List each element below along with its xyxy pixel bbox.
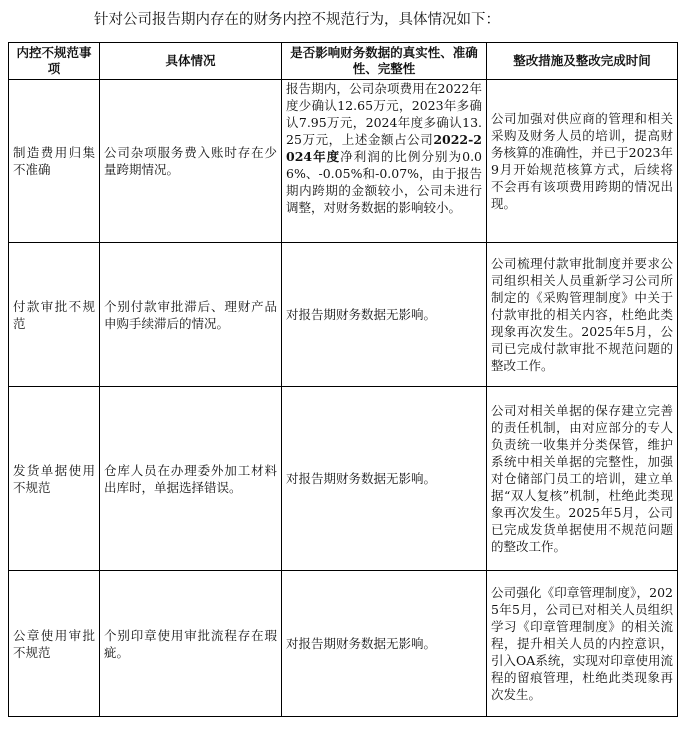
- impact-text-a: 报告期内，公司杂项费用在2022年度少确认12.65万元，2023年多确认7.95万元，2024年度多确认13.25万元，上述金额占公司: [286, 81, 482, 147]
- table-row: [9, 243, 678, 387]
- cell-situation: 个别付款审批滞后、理财产品申购手续滞后的情况。: [100, 243, 282, 387]
- header-measures: 整改措施及整改完成时间: [487, 43, 678, 80]
- cell-situation: 公司杂项服务费入账时存在少量跨期情况。: [100, 80, 282, 243]
- cell-measures: 公司强化《印章管理制度》，2025年5月，公司已对相关人员组织学习《印章管理制度》的相关流程，提升相关人员的内控意识，引入OA系统，实现对印章使用流程的留痕管理，杜绝此类现象再次发生。: [487, 571, 678, 717]
- cell-impact: 对报告期财务数据无影响。: [282, 571, 487, 717]
- cell-situation: 个别印章使用审批流程存在瑕疵。: [100, 571, 282, 717]
- impact-text-bold: 2022-2024年度: [286, 132, 482, 164]
- header-impact: 是否影响财务数据的真实性、准确性、完整性: [282, 43, 487, 80]
- cell-measures: 公司加强对供应商的管理和相关采购及财务人员的培训，提高财务核算的准确性，并已于2023年9月开始规范核算方式，后续将不会再有该项费用跨期的情况出现。: [487, 80, 678, 243]
- header-situation: 具体情况: [100, 43, 282, 80]
- table-row: [9, 80, 678, 243]
- impact-text-b: 净利润的比例分别为0.06%、-0.05%和-0.07%，由于报告期内跨期的金额较小，公司未进行调整，对财务数据的影响较小。: [286, 149, 483, 215]
- header-item: 内控不规范事项: [9, 43, 100, 80]
- cell-impact: 对报告期财务数据无影响。: [282, 243, 487, 387]
- cell-item: 付款审批不规范: [9, 243, 100, 387]
- table-row: [9, 571, 678, 717]
- cell-item: 发货单据使用不规范: [9, 387, 100, 571]
- cell-impact: 对报告期财务数据无影响。: [282, 387, 487, 571]
- cell-item: 公章使用审批不规范: [9, 571, 100, 717]
- cell-measures: 公司梳理付款审批制度并要求公司组织相关人员重新学习公司所制定的《采购管理制度》中关于付款审批的相关内容，杜绝此类现象再次发生。2025年5月，公司已完成付款审批不规范问题的整改工作。: [487, 243, 678, 387]
- internal-control-table: [8, 42, 678, 717]
- cell-impact: [282, 80, 487, 243]
- intro-text: 针对公司报告期内存在的财务内控不规范行为，具体情况如下：: [94, 12, 500, 28]
- table-header-row: [9, 43, 678, 80]
- table-row: [9, 387, 678, 571]
- cell-situation: 仓库人员在办理委外加工材料出库时，单据选择错误。: [100, 387, 282, 571]
- cell-item: 制造费用归集不准确: [9, 80, 100, 243]
- cell-measures: 公司对相关单据的保存建立完善的责任机制，由对应部分的专人负责统一收集并分类保管，维护系统中相关单据的完整性，加强对仓储部门员工的培训，建立单据“双人复核”机制，杜绝此类现象再次发生。2025年5月，公司已完成发货单据使用不规范问题的整改工作。: [487, 387, 678, 571]
